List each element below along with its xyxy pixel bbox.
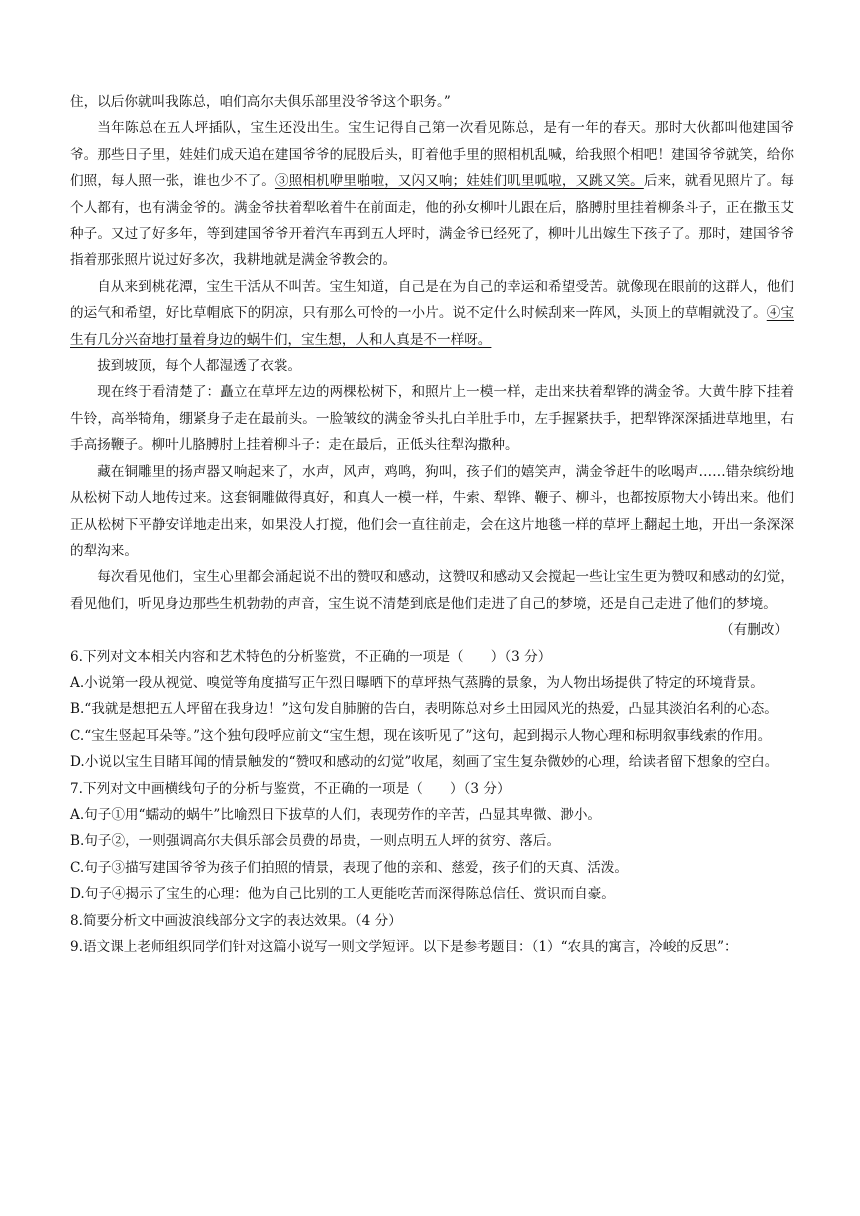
story-paragraph-1-text-a: 当年陈总在五人坪插队，宝生还没出生。宝生记得自己第一次看见陈总，是有一年的春天。那时大伙都叫他建国爷爷。那些日子里，娃娃们成天追在建国爷爷的屁股后头，盯着他手里的照相机乱喊，给我照个相吧！建国爷爷就笑，给你们照，每人照一张，谁也少不了。 [70, 120, 794, 190]
source-note: （有删改） [720, 622, 788, 639]
question-9: 9.语文课上老师组织同学们针对这篇小说写一则文学短评。以下是参考题目：（1）“农具的寓言，冷峻的反思”： [70, 939, 738, 955]
story-paragraph-6: 每次看见他们，宝生心里都会涌起说不出的赞叹和感动，这赞叹和感动又会搅起一些让宝生更为赞叹和感动的幻觉，看见他们，听见身边那些生机勃勃的声音，宝生说不清楚到底是他们走进了自己的梦境，还是自己走进了他们的梦境。 [70, 569, 794, 612]
underlined-sentence-4: ④宝生有几分兴奋地打量着身边的蜗牛们，宝生想，人和人真是不一样呀。 [70, 305, 795, 348]
underlined-sentence-3: ③照相机咿里啪啦，又闪又响；娃娃们叽里呱啦，又跳又笑。 [274, 173, 644, 190]
question-7-option-b: B.句子②，一则强调高尔夫俱乐部会员费的昂贵，一则点明五人坪的贫穷、落后。 [70, 833, 561, 850]
story-paragraph-3: 拔到坡顶，每个人都湿透了衣裳。 [97, 358, 302, 375]
question-6: 6.下列对文本相关内容和艺术特色的分析鉴赏，不正确的一项是（ ）（3 分） [70, 648, 552, 665]
story-paragraph-4: 现在终于看清楚了：矗立在草坪左边的两棵松树下，和照片上一模一样，走出来扶着犁铧的满金爷。大黄牛脖下挂着牛铃，高举犄角，绷紧身子走在最前头。一脸皱纹的满金爷头扎白羊肚手巾，左手握紧扶手，把犁铧深深插进草地里，右手高扬鞭子。柳叶儿胳膊肘上挂着柳斗子：走在最后，正低头往犁沟撒种。 [70, 384, 794, 454]
question-7: 7.下列对文中画横线句子的分析与鉴赏，不正确的一项是（ ）（3 分） [70, 780, 511, 797]
question-6-option-a: A.小说第一段从视觉、嗅觉等角度描写正午烈日曝晒下的草坪热气蒸腾的景象，为人物出场提供了特定的环境背景。 [70, 674, 764, 691]
story-paragraph-2-text: 自从来到桃花潭，宝生干活从不叫苦。宝生知道，自己是在为自己的幸运和希望受苦。就像现在眼前的这群人，他们的运气和希望，好比草帽底下的阴凉，只有那么可怜的一小片。说不定什么时候刮来一阵风，头顶上的草帽就没了。 [70, 278, 794, 322]
story-paragraph-2 [70, 274, 794, 353]
story-paragraph-1 [70, 115, 794, 273]
question-6-option-b: B.“我就是想把五人坪留在我身边！”这句发自肺腑的告白，表明陈总对乡土田园风光的热爱，凸显其淡泊名利的心态。 [70, 701, 778, 718]
story-paragraph-0: 住，以后你就叫我陈总，咱们高尔夫俱乐部里没爷爷这个职务。” [70, 94, 451, 110]
question-6-option-d: D.小说以宝生目睹耳闻的情景触发的“赞叹和感动的幻觉”收尾，刻画了宝生复杂微妙的心理，给读者留下想象的空白。 [70, 754, 779, 771]
question-7-option-a: A.句子①用“蠕动的蜗牛”比喻烈日下拔草的人们，表现劳作的辛苦，凸显其卑微、渺小。 [70, 806, 602, 823]
story-paragraph-1-text-b: 后来，就看见照片了。每个人都有，也有满金爷的。满金爷扶着犁吆着牛在前面走，他的孙女柳叶儿跟在后，胳膊肘里挂着柳条斗子，正在撒玉艾种子。又过了好多年，等到建国爷爷开着汽车再到五人坪时，满金爷已经死了，柳叶儿出嫁生下孩子了。那时，建国爷爷指着那张照片说过好多次，我耕地就是满金爷教会的。 [70, 173, 795, 269]
question-7-option-c: C.句子③描写建国爷爷为孩子们拍照的情景，表现了他的亲和、慈爱，孩子们的天真、活泼。 [70, 859, 628, 876]
story-paragraph-5: 藏在铜雕里的扬声器又响起来了，水声，风声，鸡鸣，狗叫，孩子们的嬉笑声，满金爷赶牛的吆喝声……错杂缤纷地从松树下动人地传过来。这套铜雕做得真好，和真人一模一样，牛索、犁铧、鞭子、柳斗，也都按原物大小铸出来。他们正从松树下平静安详地走出来，如果没人打搅，他们会一直往前走，会在这片地毯一样的草坪上翻起土地，开出一条深深的犁沟来。 [70, 463, 794, 559]
question-7-option-d: D.句子④揭示了宝生的心理：他为自己比别的工人更能吃苦而深得陈总信任、赏识而自豪。 [70, 886, 615, 903]
question-8: 8.简要分析文中画波浪线部分文字的表达效果。（4 分） [70, 912, 402, 929]
question-6-option-c: C.“宝生竖起耳朵等。”这个独句段呼应前文“宝生想，现在该听见了”这句，起到揭示人物心理和标明叙事线索的作用。 [70, 727, 772, 744]
